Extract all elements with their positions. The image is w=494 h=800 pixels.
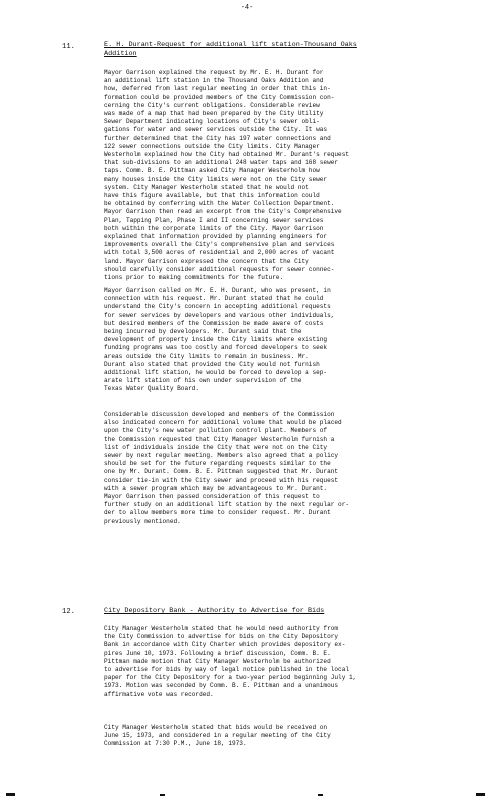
section-12-title: City Depository Bank - Authority to Advertise for Bids [104,607,325,615]
section-11-title: E. H. Durant-Request for additional lift station-Thousand Oaks Addition [104,41,357,58]
section-12-number: 12. [62,608,75,616]
scan-mark [6,793,15,796]
page-number: -4- [240,4,254,12]
scan-mark [318,794,323,796]
section-12-paragraph-2: City Manager Westerholm stated that bids would be received on June 15, 1973, and considered in a regular meeting of the City Commission at 7:30 P.M., June 18, 1973. [104,724,331,748]
section-11-paragraph-1: Mayor Garrison explained the request by Mr. E. H. Durant for an additional lift station in the Thousand Oaks Addition and how, deferred from last regular meeting in order that this in- formation could be provided members of the City Commission con- cerning the City's current obligations. Considerable review was made of a map that had been prepared by the City Utility Sewer Department indicating locations of City's sewer obli- gations for water and sewer services outside the City. It was further determined that the City has 197 water connections and 122 sewer connections outside the City limits. City Manager Westerholm explained how the City had obtained Mr. Durant's request that sub-divisions to an additional 248 water taps and 168 sewer taps. Comm. B. E. Pittman asked City Manager Westerholm how many houses inside the City limits were not on the City sewer system. City Manager Westerholm stated that he would not have this figure available, but that this information could be obtained by conferring with the Water Collection Department. Mayor Garrison then read an excerpt from the City's Comprehensive Plan, Tapping Plan, Phase I and II concerning sewer services both within the corporate limits of the City. Mayor Garrison explained that information provided by planning engineers for improvements overall the City's comprehensive plan and services with total 3,500 acres of residential and 2,000 acres of vacant land. Mayor Garrison expressed the concern that the City should carefully consider additional requests for sewer connec- tions prior to making commitments for the future. [104,69,350,282]
scan-mark [160,794,165,796]
section-12-paragraph-1: City Manager Westerholm stated that he would need authority from the City Commission to advertise for bids on the City Depository Bank in accordance with City Charter which provides depository ex- pires June 10, 1973. Following a brief discussion, Comm. B. E. Pittman made motion that City Manager Westerholm be authorized to advertise for bids by way of legal notice published in the local paper for the City Depository for a two-year period beginning July 1, 1973. Motion was seconded by Comm. B. E. Pittman and a unanimous affirmative vote was recorded. [104,625,357,698]
section-11-number: 11. [62,43,75,51]
scan-mark [476,793,485,796]
section-11-paragraph-3: Considerable discussion developed and members of the Commission also indicated concern for additional volume that would be placed upon the City's new water pollution control plant. Members of the Commission requested that City Manager Westerholm furnish a list of individuals inside the City that were not on the City sewer by next regular meeting. Members also agreed that a policy should be set for the future regarding requests similar to the one by Mr. Durant. Comm. B. E. Pittman suggested that Mr. Durant consider tie-in with the City sewer and proceed with his request with a sewer program which may be advantageous to Mr. Durant. Mayor Garrison then passed consideration of this request to further study on an additional lift station by the next regular or- der to allow members more time to consider request. Mr. Durant previously mentioned. [104,411,350,525]
section-11-paragraph-2: Mayor Garrison called on Mr. E. H. Durant, who was present, in connection with his request. Mr. Durant stated that he could understand the City's concern in accepting additional requests for sewer services by developers and various other individuals, but desired members of the Commission be made aware of costs being incurred by developers. Mr. Durant said that the development of property inside the City limits where existing funding programs was too costly and forced developers to seek areas outside the City limits to remain in business. Mr. Durant also stated that provided the City would not furnish additional lift station, he would be forced to develop a sep- arate lift station of his own under supervision of the Texas Water Quality Board. [104,287,335,393]
